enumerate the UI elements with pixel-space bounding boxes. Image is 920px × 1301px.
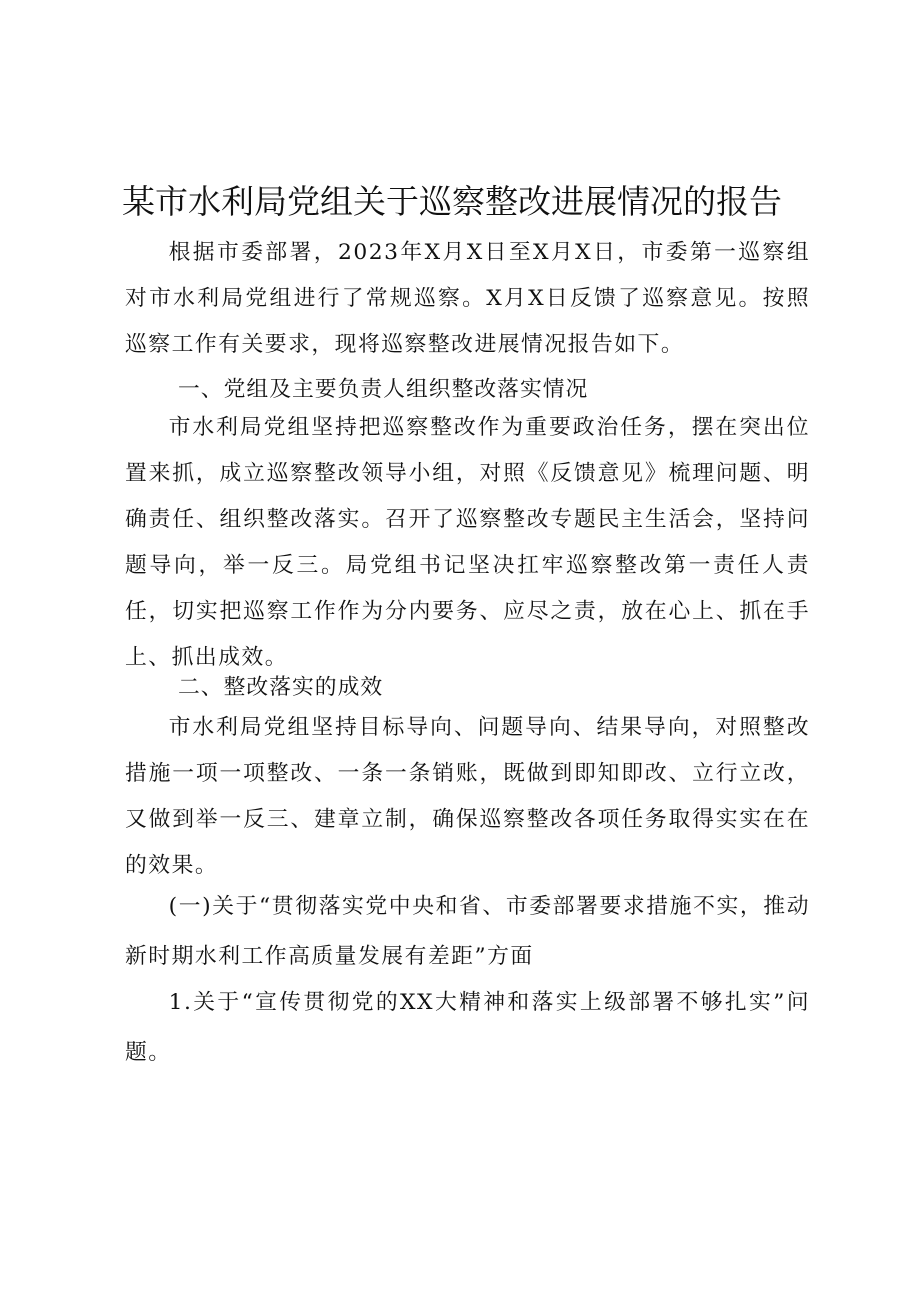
- section-1-paragraph: 市水利局党组坚持把巡察整改作为重要政治任务，摆在突出位置来抓，成立巡察整改领导小组，对照《反馈意见》梳理问题、明确责任、组织整改落实。召开了巡察整改专题民主生活会，坚持问题导向，举一反三。局党组书记坚决扛牢巡察整改第一责任人责任，切实把巡察工作作为分内要务、应尽之责，放在心上、抓在手上、抓出成效。: [125, 415, 810, 670]
- section-heading-2: 二、整改落实的成效: [178, 675, 384, 700]
- subsection-1-heading: (一)关于“贯彻落实党中央和省、市委部署要求措施不实，推动新时期水利工作高质量发展有差距”方面: [125, 894, 810, 969]
- document-title: 某市水利局党组关于巡察整改进展情况的报告: [122, 182, 782, 221]
- section-heading-1: 一、党组及主要负责人组织整改落实情况: [178, 377, 589, 402]
- section-2-paragraph: 市水利局党组坚持目标导向、问题导向、结果导向，对照整改措施一项一项整改、一条一条销账，既做到即知即改、立行立改，又做到举一反三、建章立制，确保巡察整改各项任务取得实实在在的效果。: [125, 715, 810, 878]
- list-item-1: 1.关于“宣传贯彻党的XX大精神和落实上级部署不够扎实”问题。: [125, 990, 810, 1065]
- intro-paragraph: 根据市委部署，2023年X月X日至X月X日，市委第一巡察组对市水利局党组进行了常规巡察。X月X日反馈了巡察意见。按照巡察工作有关要求，现将巡察整改进展情况报告如下。: [125, 240, 810, 357]
